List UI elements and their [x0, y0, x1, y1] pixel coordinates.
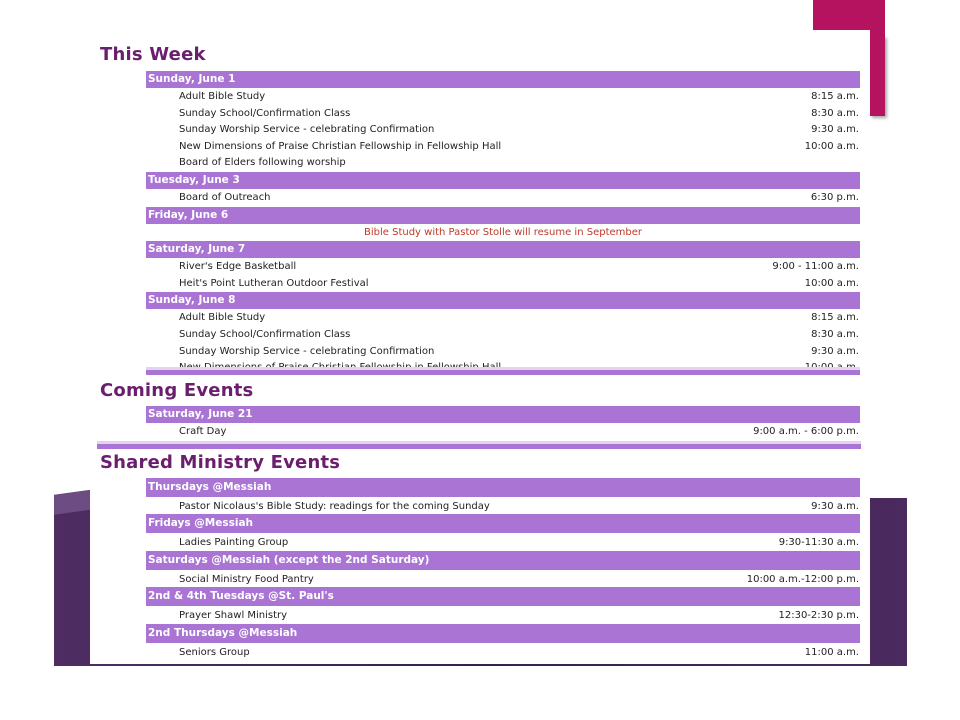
day-header: 2nd Thursdays @Messiah [146, 624, 860, 643]
event-title: Prayer Shawl Ministry [179, 610, 288, 622]
event-time: 9:30 a.m. [811, 501, 859, 512]
event-title: Adult Bible Study [179, 312, 266, 324]
event-title: New Dimensions of Praise Christian Fellowship in Fellowship Hall [179, 140, 502, 152]
event-title: Pastor Nicolaus's Bible Study: readings for the coming Sunday [179, 501, 490, 512]
section-divider [97, 441, 861, 449]
note-text: Bible Study with Pastor Stolle will resume in September [364, 226, 642, 238]
day-header: Fridays @Messiah [146, 514, 860, 533]
event-time: 12:30-2:30 p.m. [778, 610, 859, 622]
event-title: Adult Bible Study [179, 91, 266, 102]
event-time: 9:00 a.m. - 6:00 p.m. [753, 426, 859, 437]
section-title-coming-events: Coming Events [100, 380, 254, 401]
section-title-shared-ministry: Shared Ministry Events [100, 452, 341, 473]
event-title: Sunday School/Confirmation Class [179, 328, 351, 340]
day-header: Sunday, June 8 [146, 292, 860, 309]
schedule-this-week [146, 71, 860, 377]
event-time: 8:30 a.m. [811, 107, 859, 119]
event-time: 8:15 a.m. [811, 312, 859, 324]
decorative-accent-stem [870, 36, 885, 116]
event-time: 8:30 a.m. [811, 328, 859, 340]
schedule-shared-ministry [146, 478, 860, 660]
event-time: 8:15 a.m. [811, 91, 859, 102]
event-row [146, 327, 860, 344]
day-header: Tuesday, June 3 [146, 172, 860, 189]
event-time: 9:30-11:30 a.m. [778, 537, 859, 549]
event-title: Sunday Worship Service - celebrating Confirmation [179, 345, 435, 357]
event-title: Social Ministry Food Pantry [179, 573, 314, 585]
day-header: Thursdays @Messiah [146, 478, 860, 497]
event-row [146, 259, 860, 276]
event-row [146, 534, 860, 550]
day-header: Friday, June 6 [146, 207, 860, 224]
event-row [146, 644, 860, 660]
event-time: 9:30 a.m. [811, 124, 859, 136]
event-time: 10:00 a.m. [804, 140, 859, 152]
event-title: Board of Elders following worship [179, 157, 346, 169]
event-row [146, 89, 860, 106]
event-time: 10:00 a.m.-12:00 p.m. [746, 573, 859, 585]
event-title: Board of Outreach [179, 191, 271, 203]
schedule-note [146, 225, 860, 242]
schedule-coming-events [146, 406, 860, 441]
event-title: Sunday School/Confirmation Class [179, 107, 351, 119]
event-row [146, 155, 860, 172]
event-title: Craft Day [179, 426, 227, 437]
event-row [146, 139, 860, 156]
day-header: Saturday, June 21 [146, 406, 860, 423]
event-row [146, 571, 860, 587]
event-row [146, 276, 860, 293]
event-row [146, 122, 860, 139]
event-row [146, 190, 860, 207]
event-row [146, 106, 860, 123]
event-title: Sunday Worship Service - celebrating Confirmation [179, 124, 435, 136]
day-header: Saturdays @Messiah (except the 2nd Saturday) [146, 551, 860, 570]
event-time: 10:00 a.m. [804, 277, 859, 289]
section-title-this-week: This Week [100, 44, 206, 65]
event-time: 6:30 p.m. [810, 191, 859, 203]
day-header: Saturday, June 7 [146, 241, 860, 258]
day-header: Sunday, June 1 [146, 71, 860, 88]
event-title: Seniors Group [179, 646, 250, 658]
event-row [146, 310, 860, 327]
event-title: Ladies Painting Group [179, 537, 289, 549]
event-time: 9:00 - 11:00 a.m. [772, 261, 859, 273]
day-header: 2nd & 4th Tuesdays @St. Paul's [146, 587, 860, 606]
event-row [146, 344, 860, 361]
event-row [146, 607, 860, 623]
event-title: Heit's Point Lutheran Outdoor Festival [179, 277, 369, 289]
event-title: River's Edge Basketball [179, 261, 297, 273]
event-time: 11:00 a.m. [804, 646, 859, 658]
event-row [146, 424, 860, 441]
event-row [146, 498, 860, 514]
event-time: 9:30 a.m. [811, 345, 859, 357]
section-divider [146, 367, 860, 375]
